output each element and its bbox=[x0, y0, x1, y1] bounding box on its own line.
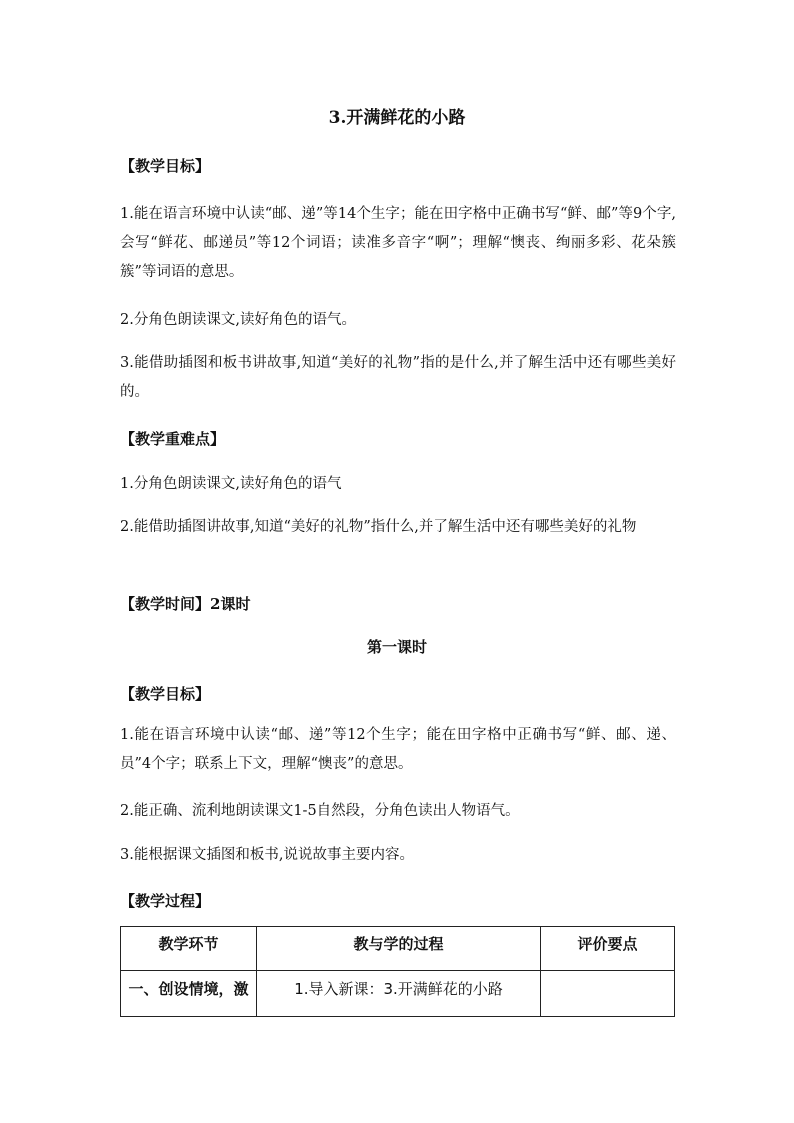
teaching-process-table bbox=[120, 926, 675, 1017]
document-title: 3.开满鲜花的小路 bbox=[328, 108, 466, 128]
key-point-item-2: 2.能借助插图讲故事,知道“美好的礼物”指什么,并了解生活中还有哪些美好的礼物 bbox=[120, 519, 637, 535]
table-cell-stage: 一、创设情境，激 bbox=[121, 971, 257, 1017]
process-heading: 【教学过程】 bbox=[120, 892, 211, 910]
teaching-time-heading: 【教学时间】 bbox=[120, 595, 211, 613]
goal-item-2: 2.分角色朗读课文,读好角色的语气。 bbox=[120, 312, 356, 328]
goal-item-1: 1.能在语言环境中认读“邮、递”等14个生字；能在田字格中正确书写“鲜、邮”等9个字,会写“鲜花、邮递员”等12个词语；读准多音字“啊”；理解“懊丧、绚丽多彩、花朵簇簇”等词语的意思。 bbox=[120, 206, 676, 280]
table-row bbox=[121, 971, 675, 1017]
teaching-time-value: 2课时 bbox=[210, 595, 251, 613]
table-cell-evaluation bbox=[541, 971, 675, 1017]
lesson-goal-item-2: 2.能正确、流利地朗读课文1-5自然段，分角色读出人物语气。 bbox=[120, 803, 520, 819]
key-points-heading: 【教学重难点】 bbox=[120, 430, 226, 448]
lesson-goal-item-1: 1.能在语言环境中认读“邮、递”等12个生字；能在田字格中正确书写“鲜、邮、递、员”4个字；联系上下文，理解“懊丧”的意思。 bbox=[120, 727, 676, 772]
goal-item-3: 3.能借助插图和板书讲故事,知道“美好的礼物”指的是什么,并了解生活中还有哪些美好的。 bbox=[120, 355, 676, 400]
table-header-stage: 教学环节 bbox=[121, 927, 257, 971]
table-cell-process: 1.导入新课：3.开满鲜花的小路 bbox=[257, 971, 541, 1017]
table-header-evaluation: 评价要点 bbox=[541, 927, 675, 971]
lesson-title: 第一课时 bbox=[366, 638, 427, 656]
key-point-item-1: 1.分角色朗读课文,读好角色的语气 bbox=[120, 476, 342, 492]
table-header-row bbox=[121, 927, 675, 971]
goals-heading: 【教学目标】 bbox=[120, 157, 211, 175]
table-header-process: 教与学的过程 bbox=[257, 927, 541, 971]
lesson-goal-item-3: 3.能根据课文插图和板书,说说故事主要内容。 bbox=[120, 847, 414, 863]
teaching-time bbox=[120, 593, 250, 615]
lesson-goals-heading: 【教学目标】 bbox=[120, 685, 211, 703]
